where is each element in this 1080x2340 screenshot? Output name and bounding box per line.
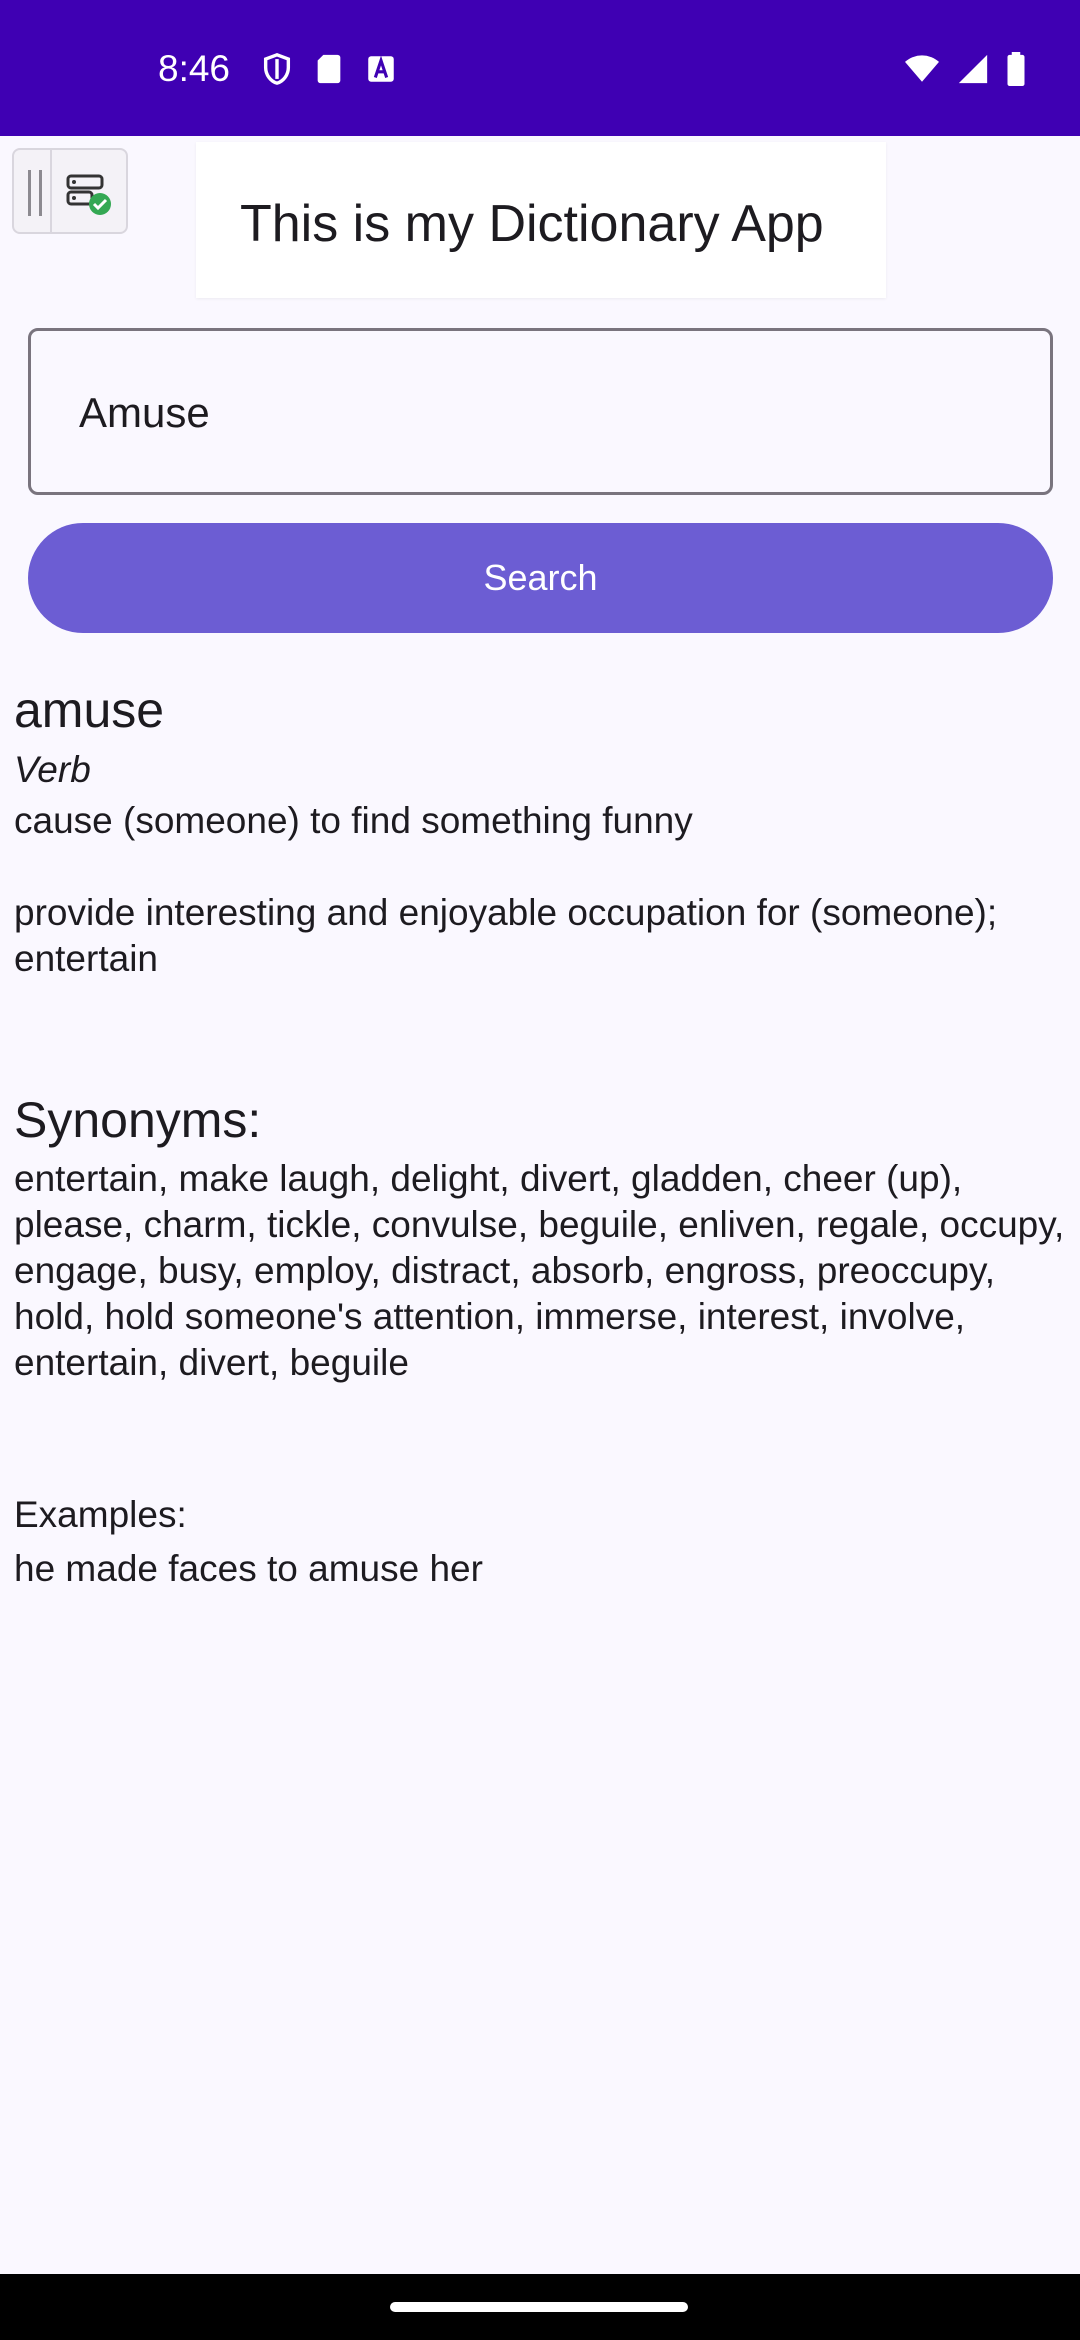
result-section (14, 680, 1074, 982)
synonyms-heading: Synonyms: (14, 1092, 262, 1148)
sd-card-icon (312, 52, 346, 86)
search-button[interactable]: Search (28, 523, 1053, 633)
font-a-icon (364, 52, 398, 86)
synonyms-list: entertain, make laugh, delight, divert, gladden, cheer (up), please, charm, tickle, convulse, beguile, enliven, regale, occupy, engage, busy, employ, distract, absorb, engross, preoccupy, hold, hold someone's attention, immerse, interest, involve, entertain, divert, beguile (14, 1158, 1065, 1383)
example-sentence: he made faces to amuse her (14, 1548, 483, 1589)
cellular-signal-icon (956, 52, 990, 86)
status-icons-left (260, 52, 398, 86)
search-field[interactable] (28, 328, 1053, 495)
result-word: amuse (14, 682, 165, 738)
definition-1: cause (someone) to find something funny (14, 800, 693, 841)
part-of-speech: Verb (14, 749, 91, 790)
server-check-icon[interactable] (64, 170, 114, 218)
search-input[interactable] (79, 383, 999, 443)
toolbar-divider (50, 150, 52, 232)
shield-icon (260, 52, 294, 86)
drag-handle-icon[interactable] (28, 170, 42, 216)
wifi-icon (902, 52, 942, 86)
status-icons-right (902, 52, 1028, 86)
definition-2: provide interesting and enjoyable occupation for (someone); entertain (14, 892, 998, 979)
floating-toolbar-widget[interactable] (12, 148, 128, 234)
status-bar (0, 0, 1080, 136)
examples-heading: Examples: (14, 1494, 187, 1535)
title-card (196, 142, 886, 298)
status-time: 8:46 (158, 48, 231, 89)
battery-icon (1004, 52, 1028, 86)
home-gesture-handle[interactable] (390, 2302, 688, 2312)
page-title: This is my Dictionary App (240, 195, 824, 253)
